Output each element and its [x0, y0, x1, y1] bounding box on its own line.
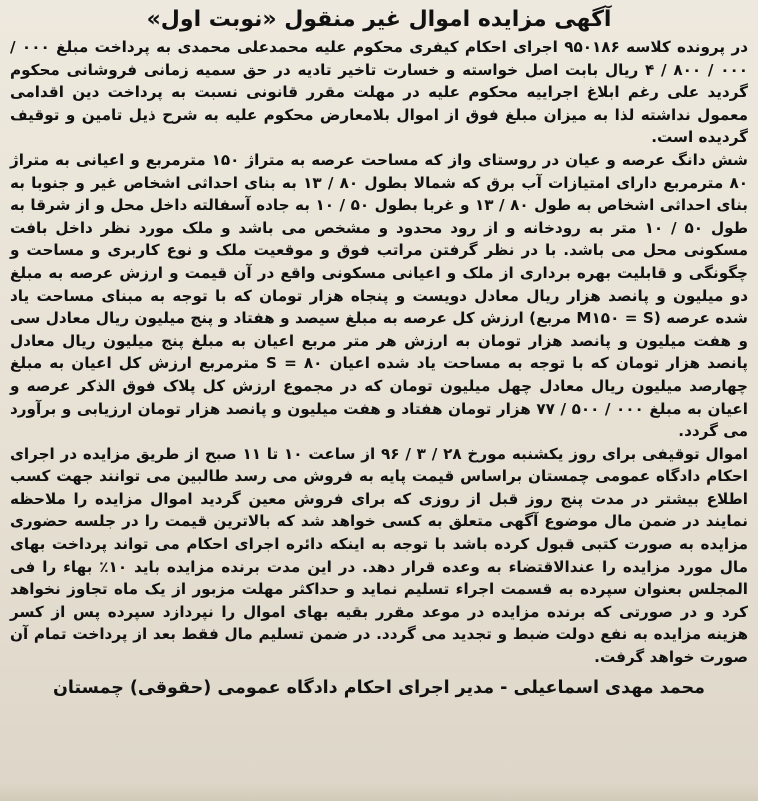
notice-signature: محمد مهدی اسماعیلی - مدیر اجرای احکام دادگاه عمومی (حقوقی) چمستان: [53, 677, 705, 698]
notice-paragraph-property: شش دانگ عرصه و عیان در روستای واز که مساحت عرصه به متراژ ۱۵۰ مترمربع و اعیانی به متراژ ۸۰ مترمربع دارای امتیازات آب برق که شمالا بطول ۸۰ / ۱۳ به بنای احداثی اشخاص غیر و جنوبا به بنای احداثی اشخاص به طول ۸۰ / ۱۳ و غربا بطول ۵۰ / ۱۰ به جاده آسفالته داخل محل و از شرقا به طول ۵۰ / ۱۰ متر به رودخانه و از رود محدود و مشخص می باشد و ملک مورد نظر داخل بافت مسکونی محل می باشد. با در نظر گرفتن مراتب فوق و موقعیت ملک و نوع کاربری و مساحت و چگونگی و قابلیت بهره برداری از ملک و اعیانی مسکونی واقع در آن قیمت و ارزش عرصه به مبلغ دو میلیون و پانصد هزار ریال معادل دویست و پنجاه هزار تومان که با توجه به مبنای مساحت یاد شده عرصه (M۱۵۰ = S مربع) ارزش کل عرصه به مبلغ سیصد و هفتاد و پنج میلیون ریال معادل سی و هفت میلیون و پانصد هزار تومان به ارزش هر متر مربع اعیان به مبلغ پنج میلیون ریال معادل پانصد هزار تومان که با توجه به مساحت یاد شده اعیان ۸۰ = S مترمربع ارزش کل اعیان به مبلغ چهارصد میلیون ریال معادل چهل میلیون تومان که در مجموع ارزش کل پلاک فوق الذکر عرصه و اعیان به مبلغ ۰۰۰ / ۵۰۰ / ۷۷ هزار تومان هفتاد و هفت میلیون و پانصد هزار تومان ارزیابی و برآورد می گردد.: [10, 150, 749, 441]
notice-title: آگهی مزایده اموال غیر منقول «نوبت اول»: [146, 7, 612, 32]
torn-bottom-edge: [0, 783, 758, 801]
notice-body: [10, 36, 748, 669]
notice-paragraph-auction: اموال توقیفی برای روز یکشنبه مورخ ۲۸ / ۳ / ۹۶ از ساعت ۱۰ تا ۱۱ صبح از طریق مزایده در اجرای احکام دادگاه عمومی چمستان براساس قیمت پایه به فروش می رسد طالبین می توانند جهت کسب اطلاع بیشتر در مدت پنج روز قبل از روزی که برای فروش معین گردید اموال مزایده را ملاحظه نمایند در ضمن مال موضوع آگهی متعلق به کسی خواهد شد که بالاترین قیمت را در جلسه حضوری مزایده به صورت کتبی قبول کرده باشد با توجه به اینکه دائره اجرای احکام می تواند پرداخت بهای مال مورد مزایده را عندالاقتضاء به وعده قرار دهد. در این مدت برنده مزایده باید ۱۰٪ بهاء را فی المجلس بعنوان سپرده به قسمت اجراء تسلیم نماید و حداکثر مهلت مزبور از یک ماه تجاوز نخواهد کرد و در صورتی که برنده مزایده در موعد مقرر بقیه بهای اموال را نپردازد سپرده پس از کسر هزینه مزایده به نفع دولت ضبط و تجدید می گردد. در ضمن تسلیم مال فقط بعد از پرداخت تمام آن صورت خواهد گرفت.: [10, 444, 749, 667]
notice-paragraph-case: در پرونده کلاسه ۹۵۰۱۸۶ اجرای احکام کیفری محکوم علیه محمدعلی محمدی به پرداخت مبلغ ۰۰۰ / ۰۰۰ / ۸۰۰ / ۴ ریال بابت اصل خواسته و خسارت تاخیر تادیه در حق سمیه زمانی فروشانی محکوم گردید علی رغم ابلاغ اجراییه محکوم علیه در مهلت مقرر قانونی نسبت به پرداخت دین اقدامی معمول نداشته لذا به میزان مبلغ فوق از اموال بلامعارض محکوم علیه به شرح ذیل تامین و توقیف گردیده است.: [10, 38, 749, 147]
